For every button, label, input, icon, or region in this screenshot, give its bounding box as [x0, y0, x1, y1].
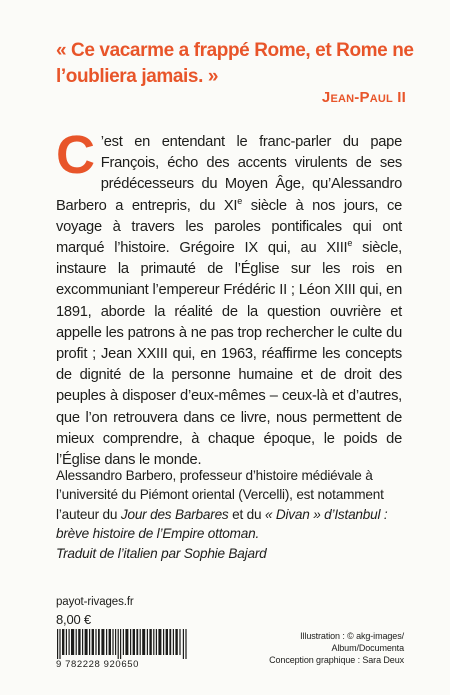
credits-line: Album/Documenta — [331, 643, 404, 653]
price: 8,00 € — [56, 612, 91, 627]
book-title-2: « Divan » d’Istanbul : brève histoire de l’Empire ottoman. — [56, 506, 388, 542]
blurb-text-1: ’est en entendant le franc-parler du pape François, écho des accents virulents de ses prédécesseurs du Moyen Âge, qu’Alessandro Barbero a entrepris, du XI — [56, 134, 402, 214]
translator-credit: Traduit de l’italien par Sophie Bajard — [56, 546, 267, 561]
superscript-e: e — [237, 195, 243, 206]
drop-cap: C — [56, 125, 95, 185]
credits-line: Illustration : © akg-images/ — [300, 631, 404, 641]
bio-text-1: Alessandro Barbero, professeur d’histoire médiévale à l’université du Piémont oriental (Vercelli), est notamment l’auteur du — [56, 468, 384, 522]
publisher-website: payot-rivages.fr — [56, 596, 134, 608]
superscript-e: e — [347, 238, 353, 249]
book-blurb — [56, 125, 402, 471]
credits-line: Conception graphique : Sara Deux — [269, 655, 404, 665]
barcode-icon — [57, 629, 187, 659]
image-credits — [269, 630, 404, 666]
book-title-1: Jour des Barbares — [120, 506, 229, 522]
epigraph-author: Jean-Paul II — [321, 89, 406, 106]
bio-text-2: et du — [228, 506, 265, 522]
blurb-text-3: siècle, instaure la primauté de l’Église sur les rois en excommuniant l’empereur Frédéric II ; Léon XIII qui, en 1891, aborde la réalité de la question ouvrière et appelle les patrons à ne pas trop rechercher le culte du profit ; Jean XXIII qui, en 1963, réaffirme les concepts de dignité de la personne humaine et de droit des peuples à disposer d’eux-mêmes – ceux-là et d’autres, que l’on retrouvera dans ce livre, nous permettent de mieux comprendre, à chaque époque, le poids de l’Église dans le monde. — [56, 240, 402, 469]
epigraph-quote: « Ce vacarme a frappé Rome, et Rome ne l’oubliera jamais. » — [56, 40, 414, 87]
author-bio — [56, 466, 406, 544]
blurb-text-2: siècle à nos jours, ce voyage à travers les paroles pontificales qui ont marqué l’histoire. Grégoire IX qui, au XIII — [56, 197, 402, 257]
isbn-number: 9 782228 920650 — [56, 659, 139, 670]
